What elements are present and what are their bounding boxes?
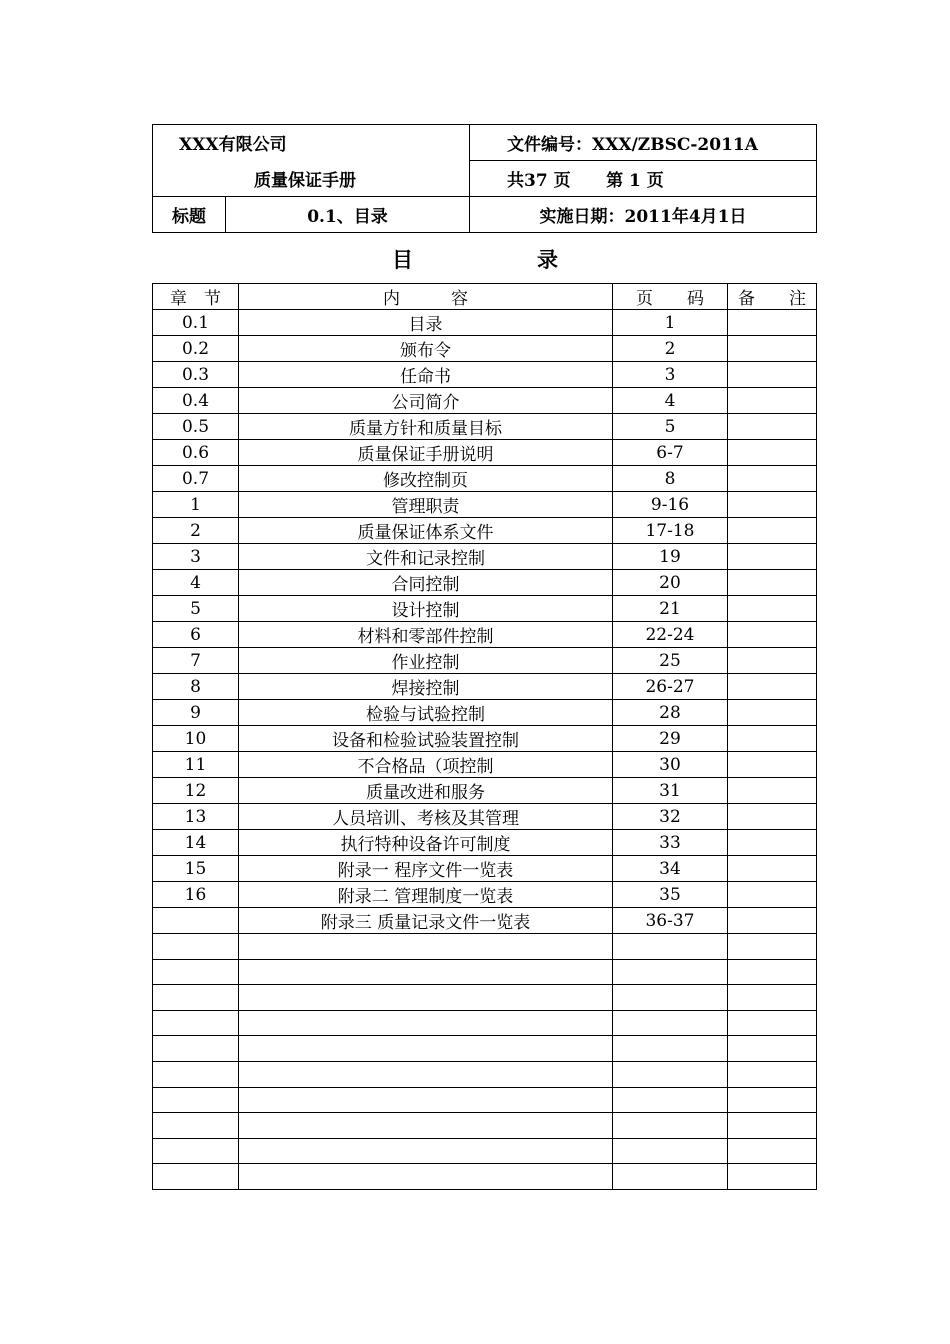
toc-note-cell xyxy=(728,778,817,804)
toc-page-cell xyxy=(613,1164,728,1190)
toc-chapter-cell: 4 xyxy=(153,570,239,596)
toc-chapter-cell xyxy=(153,1164,239,1190)
toc-note-cell xyxy=(728,985,817,1011)
document-header-table xyxy=(152,124,817,233)
toc-content-cell: 合同控制 xyxy=(239,570,613,596)
table-row xyxy=(153,1010,817,1036)
toc-chapter-cell: 9 xyxy=(153,700,239,726)
company-name: XXX有限公司 xyxy=(153,125,470,161)
table-row xyxy=(153,882,817,908)
toc-content-cell: 设计控制 xyxy=(239,596,613,622)
toc-note-cell xyxy=(728,362,817,388)
toc-note-cell xyxy=(728,700,817,726)
toc-chapter-cell: 2 xyxy=(153,518,239,544)
toc-page-cell xyxy=(613,1087,728,1113)
toc-chapter-cell: 0.6 xyxy=(153,440,239,466)
toc-heading-right: 录 xyxy=(537,248,558,272)
column-header-chapter: 章 节 xyxy=(153,284,239,310)
toc-content-cell: 材料和零部件控制 xyxy=(239,622,613,648)
toc-page-cell: 26-27 xyxy=(613,674,728,700)
toc-note-cell xyxy=(728,648,817,674)
toc-chapter-cell xyxy=(153,1010,239,1036)
toc-note-cell xyxy=(728,622,817,648)
toc-page-cell xyxy=(613,959,728,985)
toc-note-cell xyxy=(728,830,817,856)
toc-chapter-cell: 0.2 xyxy=(153,336,239,362)
toc-page-cell: 1 xyxy=(613,310,728,336)
toc-content-cell xyxy=(239,1164,613,1190)
toc-page-cell: 8 xyxy=(613,466,728,492)
table-row xyxy=(153,1164,817,1190)
toc-page-cell: 22-24 xyxy=(613,622,728,648)
toc-note-cell xyxy=(728,1010,817,1036)
toc-content-cell xyxy=(239,1087,613,1113)
toc-header-row xyxy=(153,284,817,310)
toc-chapter-cell: 0.1 xyxy=(153,310,239,336)
table-row xyxy=(153,1113,817,1139)
toc-chapter-cell: 0.3 xyxy=(153,362,239,388)
toc-page-cell: 4 xyxy=(613,388,728,414)
table-row xyxy=(153,1061,817,1087)
toc-content-cell xyxy=(239,1061,613,1087)
toc-page-cell: 29 xyxy=(613,726,728,752)
toc-chapter-cell: 12 xyxy=(153,778,239,804)
toc-chapter-cell: 7 xyxy=(153,648,239,674)
toc-chapter-cell: 14 xyxy=(153,830,239,856)
toc-content-cell: 不合格品（项控制 xyxy=(239,752,613,778)
toc-note-cell xyxy=(728,959,817,985)
toc-page-cell: 21 xyxy=(613,596,728,622)
toc-content-cell: 作业控制 xyxy=(239,648,613,674)
toc-content-cell: 公司简介 xyxy=(239,388,613,414)
toc-content-cell: 设备和检验试验装置控制 xyxy=(239,726,613,752)
toc-note-cell xyxy=(728,804,817,830)
toc-page-cell: 5 xyxy=(613,414,728,440)
toc-chapter-cell: 3 xyxy=(153,544,239,570)
table-row xyxy=(153,985,817,1011)
toc-chapter-cell: 8 xyxy=(153,674,239,700)
table-row xyxy=(153,518,817,544)
toc-page-cell: 31 xyxy=(613,778,728,804)
toc-note-cell xyxy=(728,908,817,934)
toc-content-cell: 附录一 程序文件一览表 xyxy=(239,856,613,882)
toc-content-cell: 质量保证体系文件 xyxy=(239,518,613,544)
toc-chapter-cell xyxy=(153,1036,239,1062)
manual-name: 质量保证手册 xyxy=(153,161,470,197)
toc-page-cell: 25 xyxy=(613,648,728,674)
toc-content-cell: 质量保证手册说明 xyxy=(239,440,613,466)
toc-content-cell: 管理职责 xyxy=(239,492,613,518)
table-row xyxy=(153,466,817,492)
table-row xyxy=(153,700,817,726)
toc-note-cell xyxy=(728,518,817,544)
toc-page-cell xyxy=(613,1010,728,1036)
toc-note-cell xyxy=(728,336,817,362)
toc-note-cell xyxy=(728,1061,817,1087)
table-row xyxy=(153,648,817,674)
toc-chapter-cell: 0.7 xyxy=(153,466,239,492)
toc-content-cell: 任命书 xyxy=(239,362,613,388)
table-row xyxy=(153,778,817,804)
toc-page-cell: 32 xyxy=(613,804,728,830)
toc-content-cell xyxy=(239,1010,613,1036)
table-row xyxy=(153,830,817,856)
toc-page-cell: 28 xyxy=(613,700,728,726)
toc-note-cell xyxy=(728,934,817,960)
toc-page-cell: 20 xyxy=(613,570,728,596)
toc-content-cell xyxy=(239,934,613,960)
toc-note-cell xyxy=(728,492,817,518)
toc-page-cell: 9-16 xyxy=(613,492,728,518)
toc-note-cell xyxy=(728,596,817,622)
toc-note-cell xyxy=(728,388,817,414)
toc-page-cell: 30 xyxy=(613,752,728,778)
toc-chapter-cell: 0.5 xyxy=(153,414,239,440)
table-row xyxy=(153,1087,817,1113)
table-row xyxy=(153,856,817,882)
toc-chapter-cell xyxy=(153,959,239,985)
toc-content-cell: 质量方针和质量目标 xyxy=(239,414,613,440)
toc-page-cell xyxy=(613,1036,728,1062)
toc-note-cell xyxy=(728,466,817,492)
toc-page-cell: 36-37 xyxy=(613,908,728,934)
toc-note-cell xyxy=(728,1087,817,1113)
title-label: 标题 xyxy=(153,197,226,233)
toc-heading-left: 目 xyxy=(392,248,413,272)
table-row xyxy=(153,804,817,830)
toc-page-cell: 17-18 xyxy=(613,518,728,544)
toc-page-cell xyxy=(613,1061,728,1087)
toc-content-cell: 修改控制页 xyxy=(239,466,613,492)
table-row xyxy=(153,674,817,700)
toc-chapter-cell xyxy=(153,1087,239,1113)
table-row xyxy=(153,336,817,362)
toc-note-cell xyxy=(728,726,817,752)
toc-content-cell: 目录 xyxy=(239,310,613,336)
toc-note-cell xyxy=(728,414,817,440)
toc-content-cell: 检验与试验控制 xyxy=(239,700,613,726)
toc-page-cell: 2 xyxy=(613,336,728,362)
toc-body xyxy=(153,310,817,1190)
toc-table xyxy=(152,283,817,1190)
toc-content-cell: 执行特种设备许可制度 xyxy=(239,830,613,856)
table-row xyxy=(153,726,817,752)
toc-note-cell xyxy=(728,882,817,908)
toc-chapter-cell: 15 xyxy=(153,856,239,882)
toc-chapter-cell xyxy=(153,985,239,1011)
toc-note-cell xyxy=(728,856,817,882)
toc-note-cell xyxy=(728,440,817,466)
toc-content-cell: 附录二 管理制度一览表 xyxy=(239,882,613,908)
toc-note-cell xyxy=(728,544,817,570)
table-row xyxy=(153,310,817,336)
toc-page-cell: 3 xyxy=(613,362,728,388)
toc-chapter-cell: 1 xyxy=(153,492,239,518)
toc-content-cell: 焊接控制 xyxy=(239,674,613,700)
toc-content-cell xyxy=(239,985,613,1011)
toc-note-cell xyxy=(728,1036,817,1062)
section-title: 0.1、目录 xyxy=(226,197,470,233)
toc-content-cell xyxy=(239,1138,613,1164)
toc-page-cell: 35 xyxy=(613,882,728,908)
table-row xyxy=(153,440,817,466)
column-header-page: 页 码 xyxy=(613,284,728,310)
toc-note-cell xyxy=(728,674,817,700)
toc-content-cell xyxy=(239,1036,613,1062)
table-row xyxy=(153,622,817,648)
table-row xyxy=(153,414,817,440)
toc-note-cell xyxy=(728,1164,817,1190)
toc-note-cell xyxy=(728,752,817,778)
table-row xyxy=(153,1036,817,1062)
table-row xyxy=(153,959,817,985)
column-header-content: 内 容 xyxy=(239,284,613,310)
toc-content-cell: 颁布令 xyxy=(239,336,613,362)
toc-chapter-cell: 5 xyxy=(153,596,239,622)
toc-chapter-cell xyxy=(153,908,239,934)
toc-chapter-cell: 11 xyxy=(153,752,239,778)
page-info: 共37 页 第 1 页 xyxy=(470,161,817,197)
toc-page-cell xyxy=(613,1113,728,1139)
toc-note-cell xyxy=(728,1138,817,1164)
table-row xyxy=(153,570,817,596)
toc-page-cell: 6-7 xyxy=(613,440,728,466)
toc-heading xyxy=(152,241,816,275)
toc-chapter-cell xyxy=(153,934,239,960)
doc-number: 文件编号：XXX/ZBSC-2011A xyxy=(470,125,817,161)
toc-chapter-cell: 0.4 xyxy=(153,388,239,414)
effective-date: 实施日期：2011年4月1日 xyxy=(470,197,817,233)
table-row xyxy=(153,934,817,960)
table-row xyxy=(153,388,817,414)
toc-note-cell xyxy=(728,1113,817,1139)
toc-content-cell xyxy=(239,959,613,985)
toc-page-cell xyxy=(613,985,728,1011)
toc-content-cell: 附录三 质量记录文件一览表 xyxy=(239,908,613,934)
toc-chapter-cell: 6 xyxy=(153,622,239,648)
toc-chapter-cell xyxy=(153,1061,239,1087)
toc-page-cell: 34 xyxy=(613,856,728,882)
toc-content-cell xyxy=(239,1113,613,1139)
table-row xyxy=(153,908,817,934)
toc-page-cell: 19 xyxy=(613,544,728,570)
toc-chapter-cell xyxy=(153,1113,239,1139)
toc-chapter-cell xyxy=(153,1138,239,1164)
toc-page-cell xyxy=(613,934,728,960)
table-row xyxy=(153,1138,817,1164)
toc-content-cell: 文件和记录控制 xyxy=(239,544,613,570)
table-row xyxy=(153,362,817,388)
toc-chapter-cell: 13 xyxy=(153,804,239,830)
table-row xyxy=(153,596,817,622)
toc-page-cell: 33 xyxy=(613,830,728,856)
toc-content-cell: 人员培训、考核及其管理 xyxy=(239,804,613,830)
toc-chapter-cell: 10 xyxy=(153,726,239,752)
toc-content-cell: 质量改进和服务 xyxy=(239,778,613,804)
toc-note-cell xyxy=(728,570,817,596)
toc-page-cell xyxy=(613,1138,728,1164)
toc-note-cell xyxy=(728,310,817,336)
table-row xyxy=(153,492,817,518)
column-header-note: 备 注 xyxy=(728,284,817,310)
table-row xyxy=(153,544,817,570)
table-row xyxy=(153,752,817,778)
toc-chapter-cell: 16 xyxy=(153,882,239,908)
